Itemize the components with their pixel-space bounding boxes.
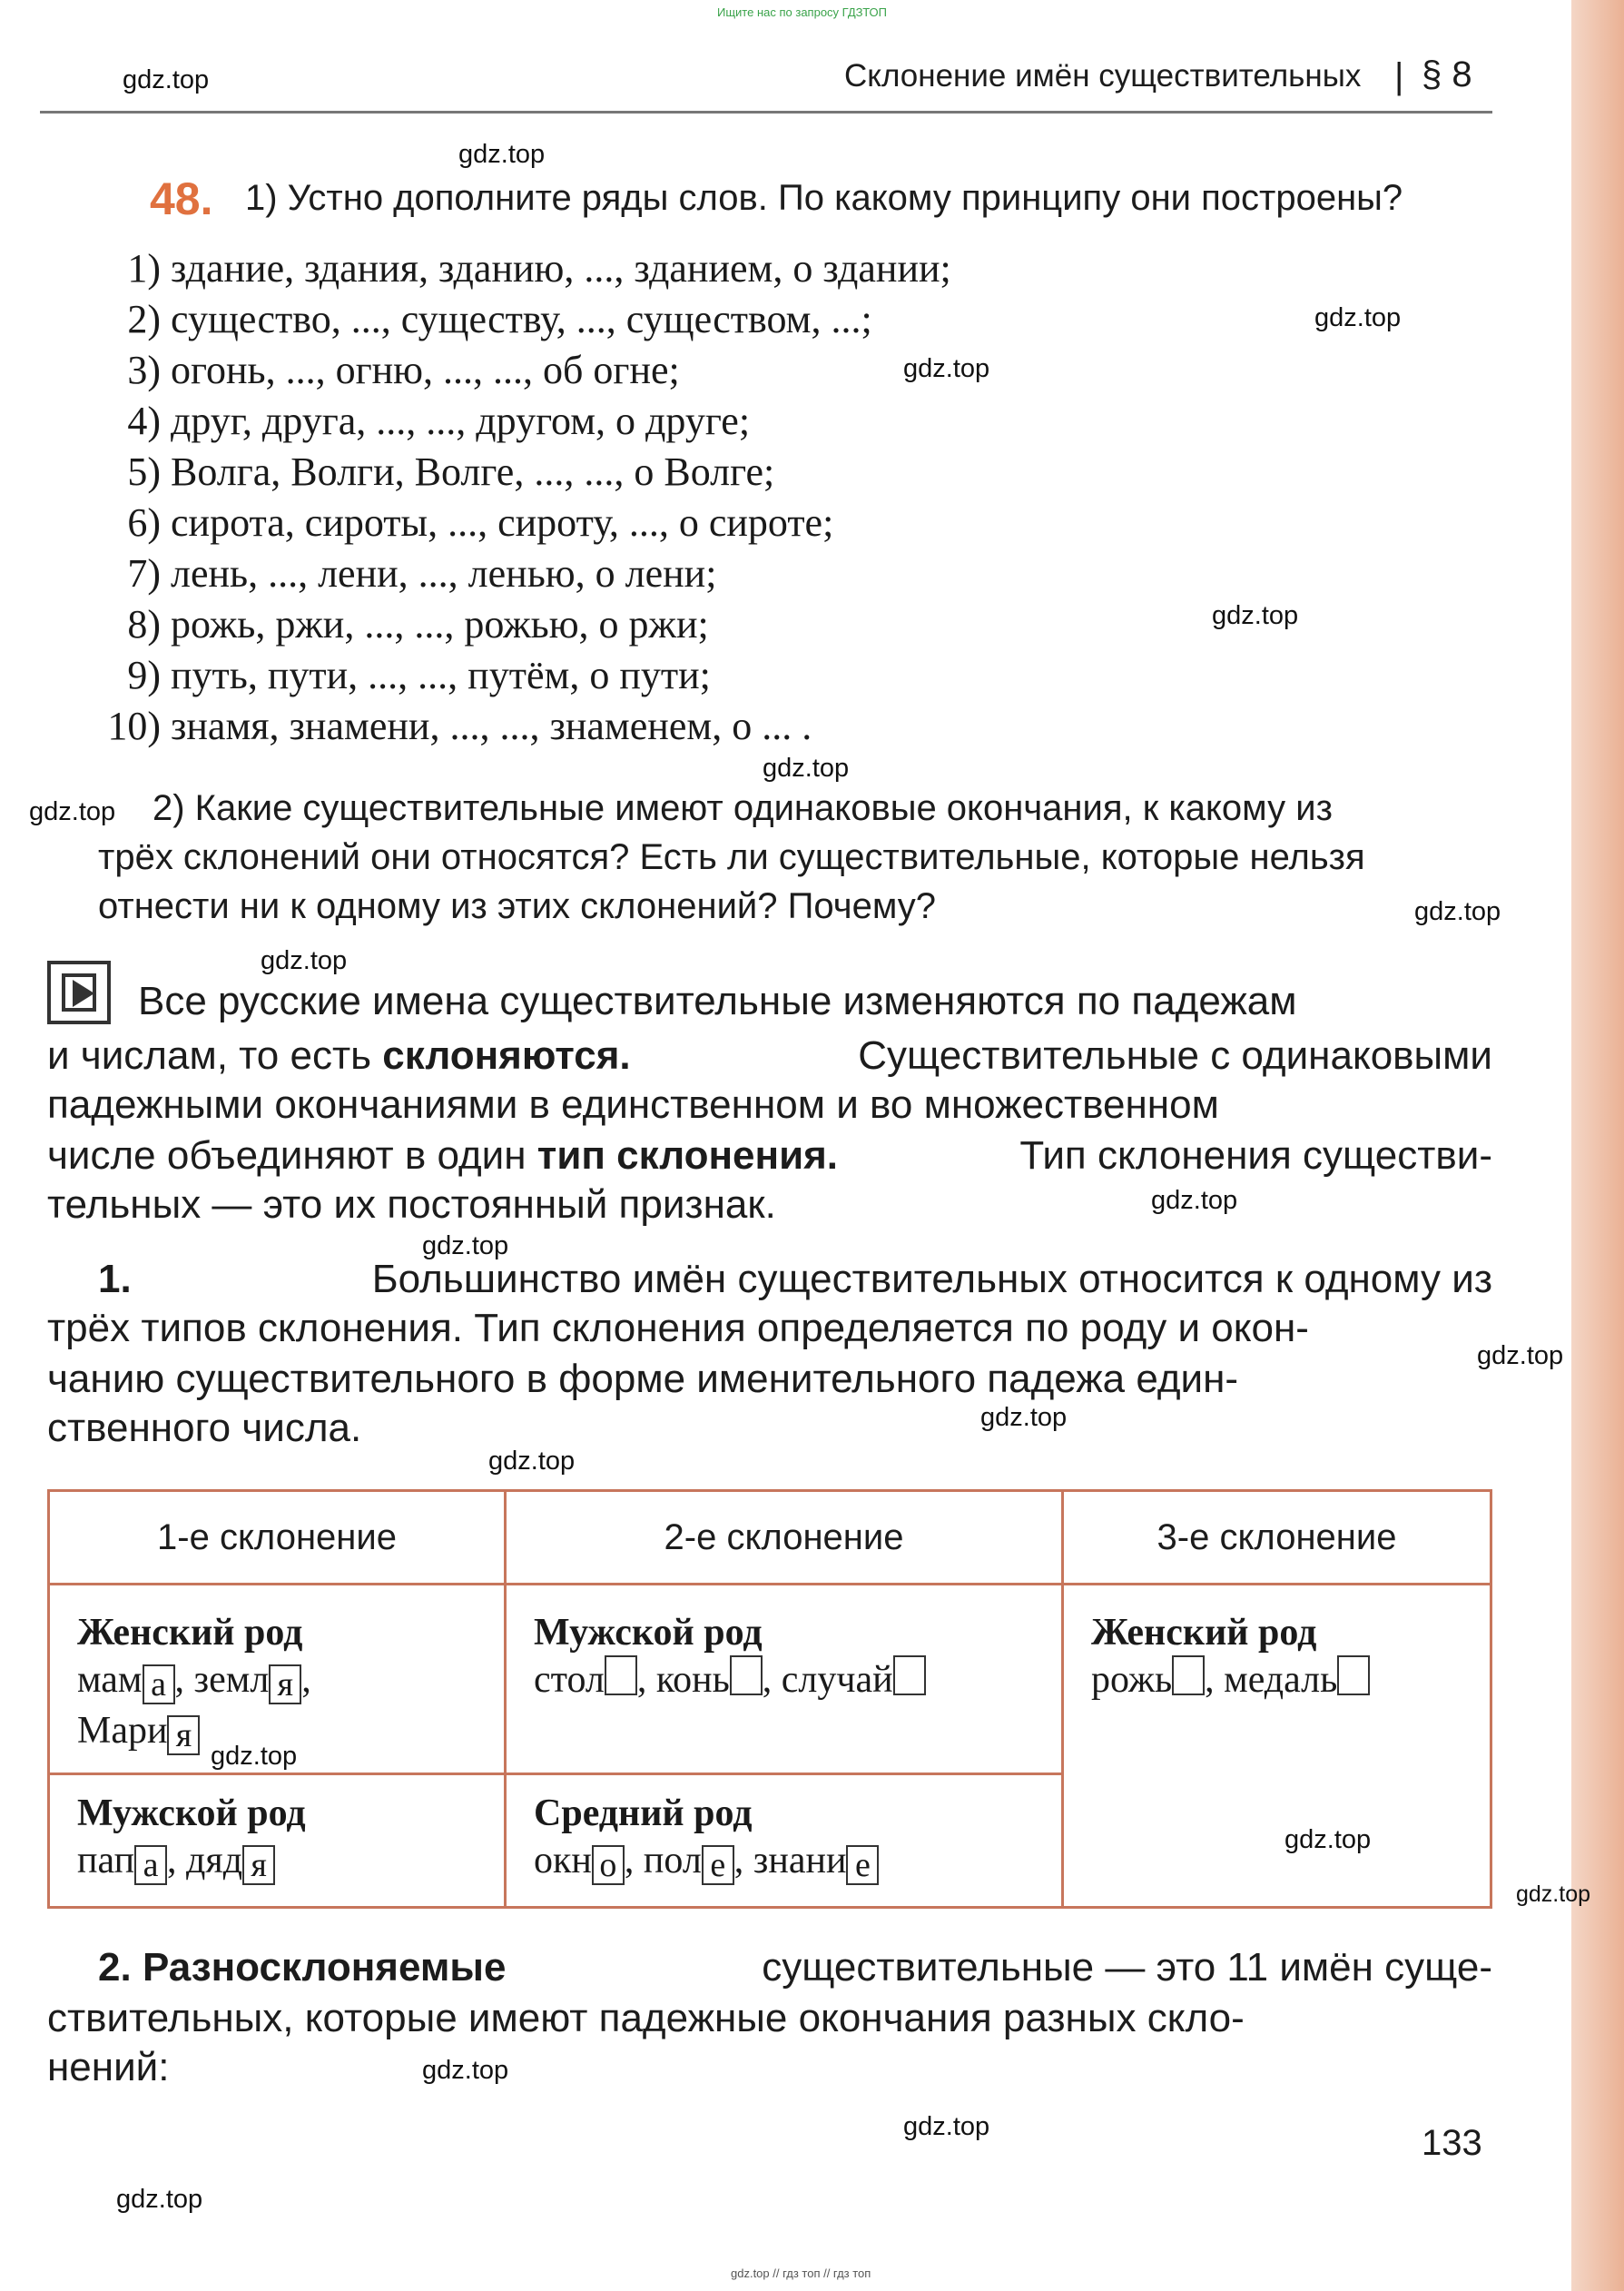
watermark-label: gdz.top bbox=[211, 1742, 298, 1771]
watermark-label: gdz.top bbox=[458, 140, 546, 169]
cell-decl1-masculine: Мужской род пап а , дяд я bbox=[49, 1774, 506, 1908]
running-header-separator: | bbox=[1394, 56, 1404, 96]
watermark-label: gdz.top bbox=[763, 754, 850, 783]
watermark-label: gdz.top bbox=[123, 65, 210, 94]
exercise-task-2-line-2: трёх склонений они относятся? Есть ли существительные, которые нельзя bbox=[98, 837, 1365, 877]
table-header-2: 2-е склонение bbox=[506, 1491, 1063, 1585]
term-tip-skloneniya: тип склонения. bbox=[536, 1133, 839, 1178]
term-skloniayutsia: склоняются. bbox=[382, 1033, 631, 1078]
watermark-label: gdz.top bbox=[903, 2112, 990, 2141]
watermark-label: gdz.top bbox=[980, 1403, 1068, 1432]
watermark-label: gdz.top bbox=[422, 2056, 509, 2085]
theory-p2-line-3: чанию существительного в форме именительного падежа един- bbox=[47, 1357, 1239, 1401]
theory-p1-line-3: падежными окончаниями в единственном и во множественном bbox=[47, 1082, 1219, 1127]
table-header-1: 1-е склонение bbox=[49, 1491, 506, 1585]
watermark-bottom-banner: gdz.top // гдз топ // гдз топ bbox=[731, 2266, 871, 2280]
watermark-label: gdz.top bbox=[1314, 303, 1402, 332]
watermark-label: gdz.top bbox=[1414, 897, 1501, 926]
theory-p1-line-1: Все русские имена существительные изменяются по падежам bbox=[138, 979, 1297, 1023]
watermark-label: gdz.top bbox=[1284, 1825, 1372, 1854]
declension-table bbox=[47, 1489, 1492, 1909]
term-raznosklonyaemye: Разносклоняемые bbox=[142, 1945, 507, 1990]
watermark-label: gdz.top bbox=[1151, 1186, 1238, 1215]
cell-decl2-masculine: Мужской род стол , конь , случай bbox=[506, 1585, 1063, 1774]
watermark-label: gdz.top bbox=[1212, 601, 1299, 630]
word-rows-list bbox=[74, 245, 951, 754]
word-row: 4) друг, друга, ..., ..., другом, о друге; bbox=[127, 399, 751, 443]
watermark-label: gdz.top bbox=[422, 1231, 509, 1260]
word-row: 9) путь, пути, ..., ..., путём, о пути; bbox=[127, 653, 711, 697]
watermark-label: gdz.top bbox=[1477, 1341, 1564, 1370]
watermark-label: gdz.top bbox=[116, 2185, 203, 2214]
word-row: 10) знамя, знамени, ..., ..., знаменем, о ... . bbox=[107, 704, 812, 748]
watermark-label: gdz.top bbox=[903, 354, 990, 383]
watermark-label: gdz.top bbox=[488, 1447, 576, 1476]
header-rule bbox=[40, 111, 1492, 114]
word-row: 6) сирота, сироты, ..., сироту, ..., о сироте; bbox=[127, 500, 834, 545]
page-number: 133 bbox=[1422, 2123, 1482, 2163]
theory-p2-line-2: трёх типов склонения. Тип склонения определяется по роду и окон- bbox=[47, 1306, 1309, 1350]
theory-p3-line-3: нений: bbox=[47, 2045, 170, 2089]
watermark-top-banner: Ищите нас по запросу ГДЗТОП bbox=[717, 5, 888, 19]
theory-p1-line-4: числе объединяют в один тип склонения. Тип склонения существи- bbox=[47, 1133, 1492, 1178]
exercise-number: 48. bbox=[150, 173, 213, 224]
watermark-label: gdz.top bbox=[1516, 1881, 1591, 1907]
theory-p3-line-2: ствительных, которые имеют падежные окончания разных скло- bbox=[47, 1996, 1245, 2040]
word-row: 5) Волга, Волги, Волге, ..., ..., о Волге; bbox=[127, 449, 775, 494]
word-row: 3) огонь, ..., огню, ..., ..., об огне; bbox=[127, 348, 680, 392]
theory-p2-line-1: 1. Большинство имён существительных относится к одному из bbox=[98, 1257, 1492, 1301]
watermark-label: gdz.top bbox=[29, 797, 116, 826]
exercise-task-2-line-3: отнести ни к одному из этих склонений? Почему? bbox=[98, 886, 937, 926]
theory-p3-line-1: 2. Разносклоняемые существительные — это 11 имён суще- bbox=[98, 1945, 1492, 1990]
exercise-task-1: 1) Устно дополните ряды слов. По какому принципу они построены? bbox=[245, 178, 1403, 218]
table-header-3: 3-е склонение bbox=[1063, 1491, 1491, 1585]
exercise-task-2-line-1: 2) Какие существительные имеют одинаковые окончания, к какому из bbox=[153, 788, 1333, 828]
theory-p1-line-5: тельных — это их постоянный признак. bbox=[47, 1182, 776, 1227]
theory-p1-line-2: и числам, то есть склоняются. Существительные с одинаковыми bbox=[47, 1033, 1492, 1078]
theory-play-icon bbox=[47, 961, 111, 1024]
watermark-label: gdz.top bbox=[261, 946, 348, 975]
theory-p2-line-4: ственного числа. bbox=[47, 1406, 362, 1450]
cell-decl2-neuter: Средний род окн о , пол е , знани е bbox=[506, 1774, 1063, 1908]
word-row: 2) существо, ..., существу, ..., существом, ...; bbox=[127, 297, 872, 341]
word-row: 8) рожь, ржи, ..., ..., рожью, о ржи; bbox=[127, 602, 709, 647]
page-edge-tint bbox=[1571, 0, 1624, 2291]
running-header-section: § 8 bbox=[1422, 54, 1472, 94]
running-header-title: Склонение имён существительных bbox=[844, 58, 1362, 94]
word-row: 7) лень, ..., лени, ..., ленью, о лени; bbox=[127, 551, 717, 596]
word-row: 1) здание, здания, зданию, ..., зданием, о здании; bbox=[127, 246, 951, 291]
cell-decl1-feminine: Женский род мам а , земл я , Мари я bbox=[49, 1585, 506, 1774]
cell-decl3-feminine: Женский род рожь , медаль bbox=[1063, 1585, 1491, 1908]
